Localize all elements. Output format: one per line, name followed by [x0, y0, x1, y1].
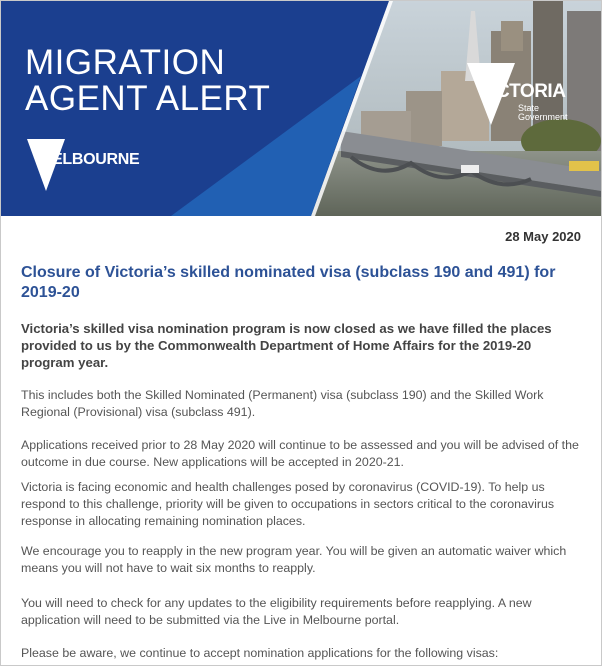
header-banner	[1, 1, 601, 216]
melbourne-logo: MELBOURNE	[39, 151, 140, 168]
victoria-logo-state: State	[518, 103, 540, 113]
victoria-logo-government: Government	[518, 112, 568, 122]
paragraph-covid: Victoria is facing economic and health challenges posed by coronavirus (COVID-19). To help us respond to this challenge, priority will be given to occupations in sectors critical to the coronavirus response in allocating remaining nomination places.	[21, 480, 555, 528]
victoria-logo: VICTORIA	[479, 81, 566, 102]
paragraph-eligibility: You will need to check for any updates to the eligibility requirements before reapplying. A new application will need to be submitted via the Live in Melbourne portal.	[21, 596, 532, 627]
alert-date: 28 May 2020	[505, 229, 581, 244]
paragraph-visas: Please be aware, we continue to accept nomination applications for the following visas:	[21, 646, 499, 660]
lead-paragraph: Victoria’s skilled visa nomination program is now closed as we have filled the places provided to us by the Commonwealth Department of Home Affairs for the 2019-20 program year.	[21, 321, 552, 370]
paragraph-subclasses: This includes both the Skilled Nominated (Permanent) visa (subclass 190) and the Skilled Work Regional (Provisional) visa (subclass 491).	[21, 388, 544, 419]
alert-title: MIGRATION AGENT ALERT	[25, 43, 271, 118]
paragraph-reapply: We encourage you to reapply in the new program year. You will be given an automatic waiver which means you will not have to wait six months to reapply.	[21, 544, 567, 575]
article-headline: Closure of Victoria’s skilled nominated visa (subclass 190 and 491) for 2019-20	[21, 264, 556, 301]
victoria-logo-subtitle	[518, 104, 568, 122]
paragraph-applications: Applications received prior to 28 May 2020 will continue to be assessed and you will be advised of the outcome in due course. New applications will be accepted in 2020-21.	[21, 438, 579, 469]
